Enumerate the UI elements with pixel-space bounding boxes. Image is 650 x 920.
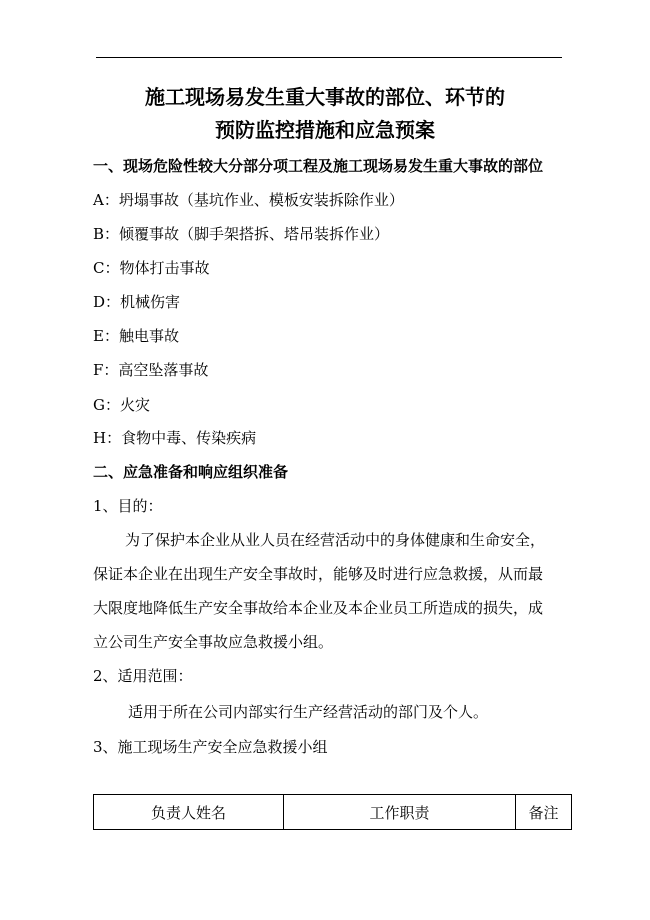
scope-text: 适用于所在公司内部实行生产经营活动的部门及个人。 [128,703,489,721]
document-title-line-1: 施工现场易发生重大事故的部位、环节的 [145,85,505,109]
hazard-item-a: A：坍塌事故（基坑作业、模板安装拆除作业） [93,191,404,209]
purpose-text-line-3: 大限度地降低生产安全事故给本企业及本企业员工所造成的损失，成 [93,599,544,617]
header-cell-remark: 备注 [516,795,572,830]
purpose-text-line-4: 立公司生产安全事故应急救援小组。 [93,633,334,651]
purpose-text-line-2: 保证本企业在出现生产安全事故时，能够及时进行应急救援，从而最 [93,565,544,583]
document-title-line-2: 预防监控措施和应急预案 [215,118,435,142]
hazard-item-b: B：倾覆事故（脚手架搭拆、塔吊装拆作业） [93,225,390,243]
section-1-heading: 一、现场危险性较大分部分项工程及施工现场易发生重大事故的部位 [93,157,544,175]
purpose-text-line-1: 为了保护本企业从业人员在经营活动中的身体健康和生命安全， [125,531,546,549]
section-2-heading: 二、应急准备和响应组织准备 [93,463,289,481]
hazard-item-f: F：高空坠落事故 [93,361,209,379]
header-cell-duty: 工作职责 [284,795,516,830]
hazard-item-e: E：触电事故 [93,327,179,345]
table-header-row [94,795,572,830]
header-rule [96,57,562,58]
hazard-item-c: C：物体打击事故 [93,259,210,277]
team-label: 3、施工现场生产安全应急救援小组 [93,738,328,756]
hazard-item-d: D：机械伤害 [93,293,181,311]
header-cell-name: 负责人姓名 [94,795,284,830]
rescue-team-table [93,794,572,830]
scope-label: 2、适用范围： [93,667,193,685]
purpose-label: 1、目的： [93,497,163,515]
hazard-item-g: G：火灾 [93,396,150,414]
hazard-item-h: H：食物中毒、传染疾病 [93,429,257,447]
